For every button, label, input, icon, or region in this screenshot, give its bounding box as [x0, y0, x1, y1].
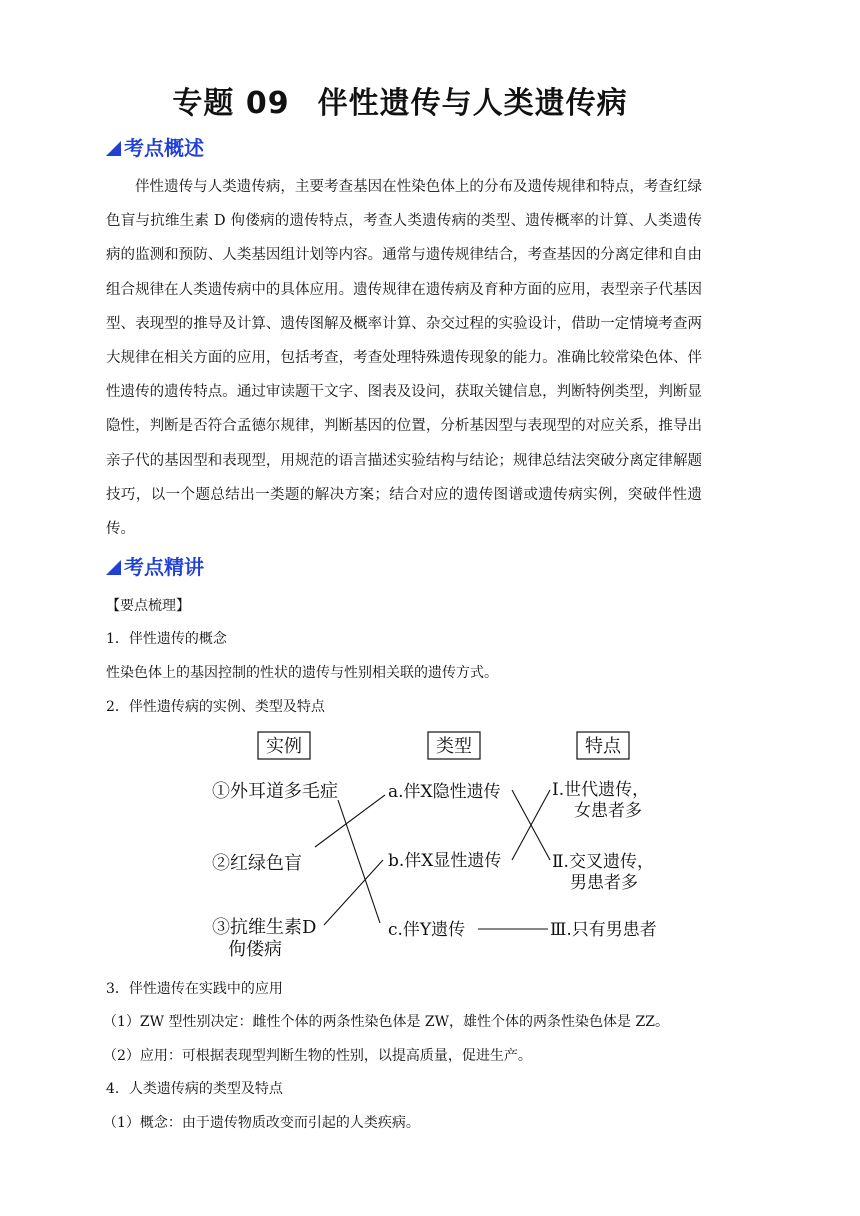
example-3: ③抗维生素D: [212, 917, 317, 938]
feature-2: Ⅱ.交叉遗传，: [552, 852, 654, 872]
key-points-label: 【要点梳理】: [106, 598, 190, 614]
item-4-point-1: （1）概念：由于遗传物质改变而引起的人类疾病。: [103, 1115, 420, 1131]
link-example3-typeb: [324, 860, 383, 925]
type-a: a.伴X隐性遗传: [388, 782, 501, 802]
header-features: 特点: [585, 736, 621, 757]
title-text: 伴性遗传与人类遗传病: [317, 86, 628, 121]
lecture-heading-text: 考点精讲: [124, 555, 204, 579]
page-title: [0, 78, 800, 122]
title-number: 专题 09: [172, 86, 290, 121]
feature-2-cont: 男患者多: [570, 873, 638, 893]
sex-linked-diagram: [200, 725, 680, 965]
feature-1-cont: 女患者多: [574, 801, 642, 821]
item-3-point-2: （2）应用：可根据表现型判断生物的性别，以提高质量，促进生产。: [103, 1048, 532, 1064]
type-b: b.伴X显性遗传: [388, 851, 502, 871]
link-example1-typec: [338, 800, 380, 923]
link-example2-typea: [315, 795, 385, 847]
triangle-icon: [106, 560, 121, 575]
overview-heading-text: 考点概述: [124, 136, 204, 160]
feature-1: Ⅰ.世代遗传，: [552, 780, 650, 800]
section-heading-lecture: [106, 551, 204, 580]
item-3-point-1: （1）ZW 型性别决定：雌性个体的两条性染色体是 ZW，雄性个体的两条性染色体是 ZZ。: [103, 1014, 669, 1030]
example-2: ②红绿色盲: [212, 853, 302, 874]
overview-paragraph: 伴性遗传与人类遗传病，主要考查基因在性染色体上的分布及遗传规律和特点，考查红绿色盲与抗维生素 D 佝偻病的遗传特点，考查人类遗传病的类型、遗传概率的计算、人类遗传病的监测和预防、人类基因组计划等内容。通常与遗传规律结合，考查基因的分离定律和自由组合规律在人类遗传病中的具体应用。遗传规律在遗传病及育种方面的应用，表型亲子代基因型、表现型的推导及计算、遗传图解及概率计算、杂交过程的实验设计，借助一定情境考查两大规律在相关方面的应用，包括考查，考查处理特殊遗传现象的能力。准确比较常染色体、伴性遗传的遗传特点。通过审读题干文字、图表及设问，获取关键信息，判断特例类型，判断显隐性，判断是否符合孟德尔规律，判断基因的位置，分析基因型与表现型的对应关系，推导出亲子代的基因型和表现型，用规范的语言描述实验结构与结论；规律总结法突破分离定律解题技巧，以一个题总结出一类题的解决方案；结合对应的遗传图谱或遗传病实例，突破伴性遗传。: [106, 179, 702, 538]
item-3-heading: 3．伴性遗传在实践中的应用: [106, 981, 283, 997]
header-types: 类型: [436, 736, 472, 757]
type-c: c.伴Y遗传: [388, 920, 466, 940]
header-examples: 实例: [266, 736, 302, 757]
triangle-icon: [106, 141, 121, 156]
feature-3: Ⅲ.只有男患者: [550, 920, 657, 940]
item-4-heading: 4．人类遗传病的类型及特点: [106, 1081, 283, 1097]
example-3-cont: 佝偻病: [228, 939, 282, 960]
example-1: ①外耳道多毛症: [212, 781, 338, 802]
section-heading-overview: [106, 132, 204, 161]
item-1-text: 性染色体上的基因控制的性状的遗传与性别相关联的遗传方式。: [106, 665, 498, 681]
item-2-heading: 2．伴性遗传病的实例、类型及特点: [106, 699, 325, 715]
item-1-heading: 1．伴性遗传的概念: [106, 631, 227, 647]
